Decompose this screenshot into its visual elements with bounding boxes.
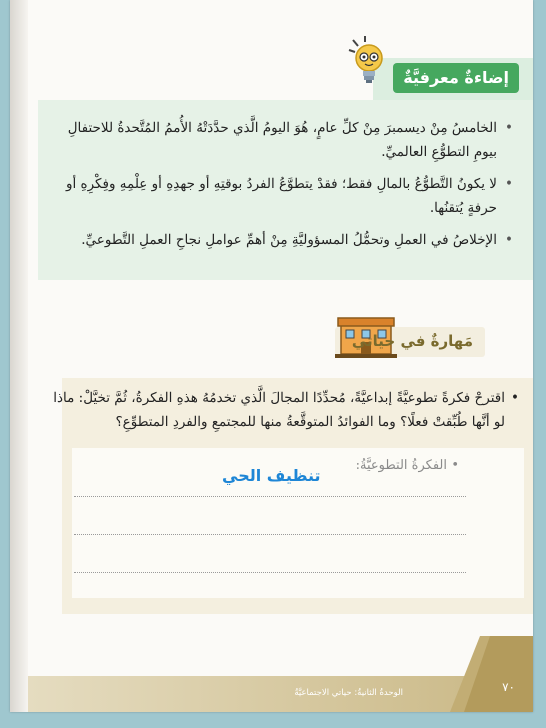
answer-label: الفكرةُ التطوعيَّةُ:	[355, 458, 447, 473]
bullet-icon: •	[511, 390, 519, 406]
skill-prompt	[50, 386, 519, 434]
knowledge-list	[43, 116, 513, 260]
knowledge-item: • لا يكونُ التَّطوُّعُ بالمالِ فقط؛ فقدْ يتطوَّعُ الفردُ بوقتِهِ أو جهدِهِ أو عِلْمِهِ وفِكْرِهِ أو حرفةٍ يُتقنُها.	[43, 172, 513, 220]
bullet-icon: •	[451, 458, 459, 473]
skill-section-title: مَهارةٌ في حياتي	[351, 332, 473, 350]
page-number: ٧٠	[502, 680, 515, 694]
answer-value[interactable]: تنظيف الحي	[222, 466, 321, 485]
answer-line	[74, 534, 466, 535]
lightbulb-icon	[345, 36, 389, 86]
answer-line	[74, 496, 466, 497]
page-spine-shadow	[10, 0, 28, 712]
knowledge-item: • الإخلاصُ في العملِ وتحمُّلُ المسؤوليَّةِ مِنْ أهمِّ عواملِ نجاحِ العملِ التَّطوعيِّ.	[43, 228, 513, 252]
knowledge-section-title: إضاءةٌ معرفيَّةٌ	[393, 63, 519, 93]
textbook-page	[10, 0, 533, 712]
knowledge-item: • الخامسُ مِنْ ديسمبرَ مِنْ كلِّ عامٍ، هُوَ اليومُ الَّذي حدَّدَتْهُ الأُممُ المُتَّحدةُ للاحتفالِ بيومِ التطوُّعِ العالميِّ.	[43, 116, 513, 164]
answer-line	[74, 572, 466, 573]
footer-unit-text: الوحدةُ الثانيةُ: حياتي الاجتماعيَّةُ	[294, 688, 403, 698]
page-corner-decoration	[450, 636, 533, 712]
skill-prompt-text: اقترحْ فكرةً تطوعيَّةً إبداعيَّةً، مُحدِّدًا المجالَ الَّذي تخدمُهُ هذهِ الفكرةُ، ثُمَّ تخيَّلْ: ماذا لو أنَّها طُبِّقتْ فعلًا؟ وما الفوائدُ المتوقَّعةُ منها للمجتمعِ والفردِ المتطوِّعِ؟	[53, 390, 505, 430]
